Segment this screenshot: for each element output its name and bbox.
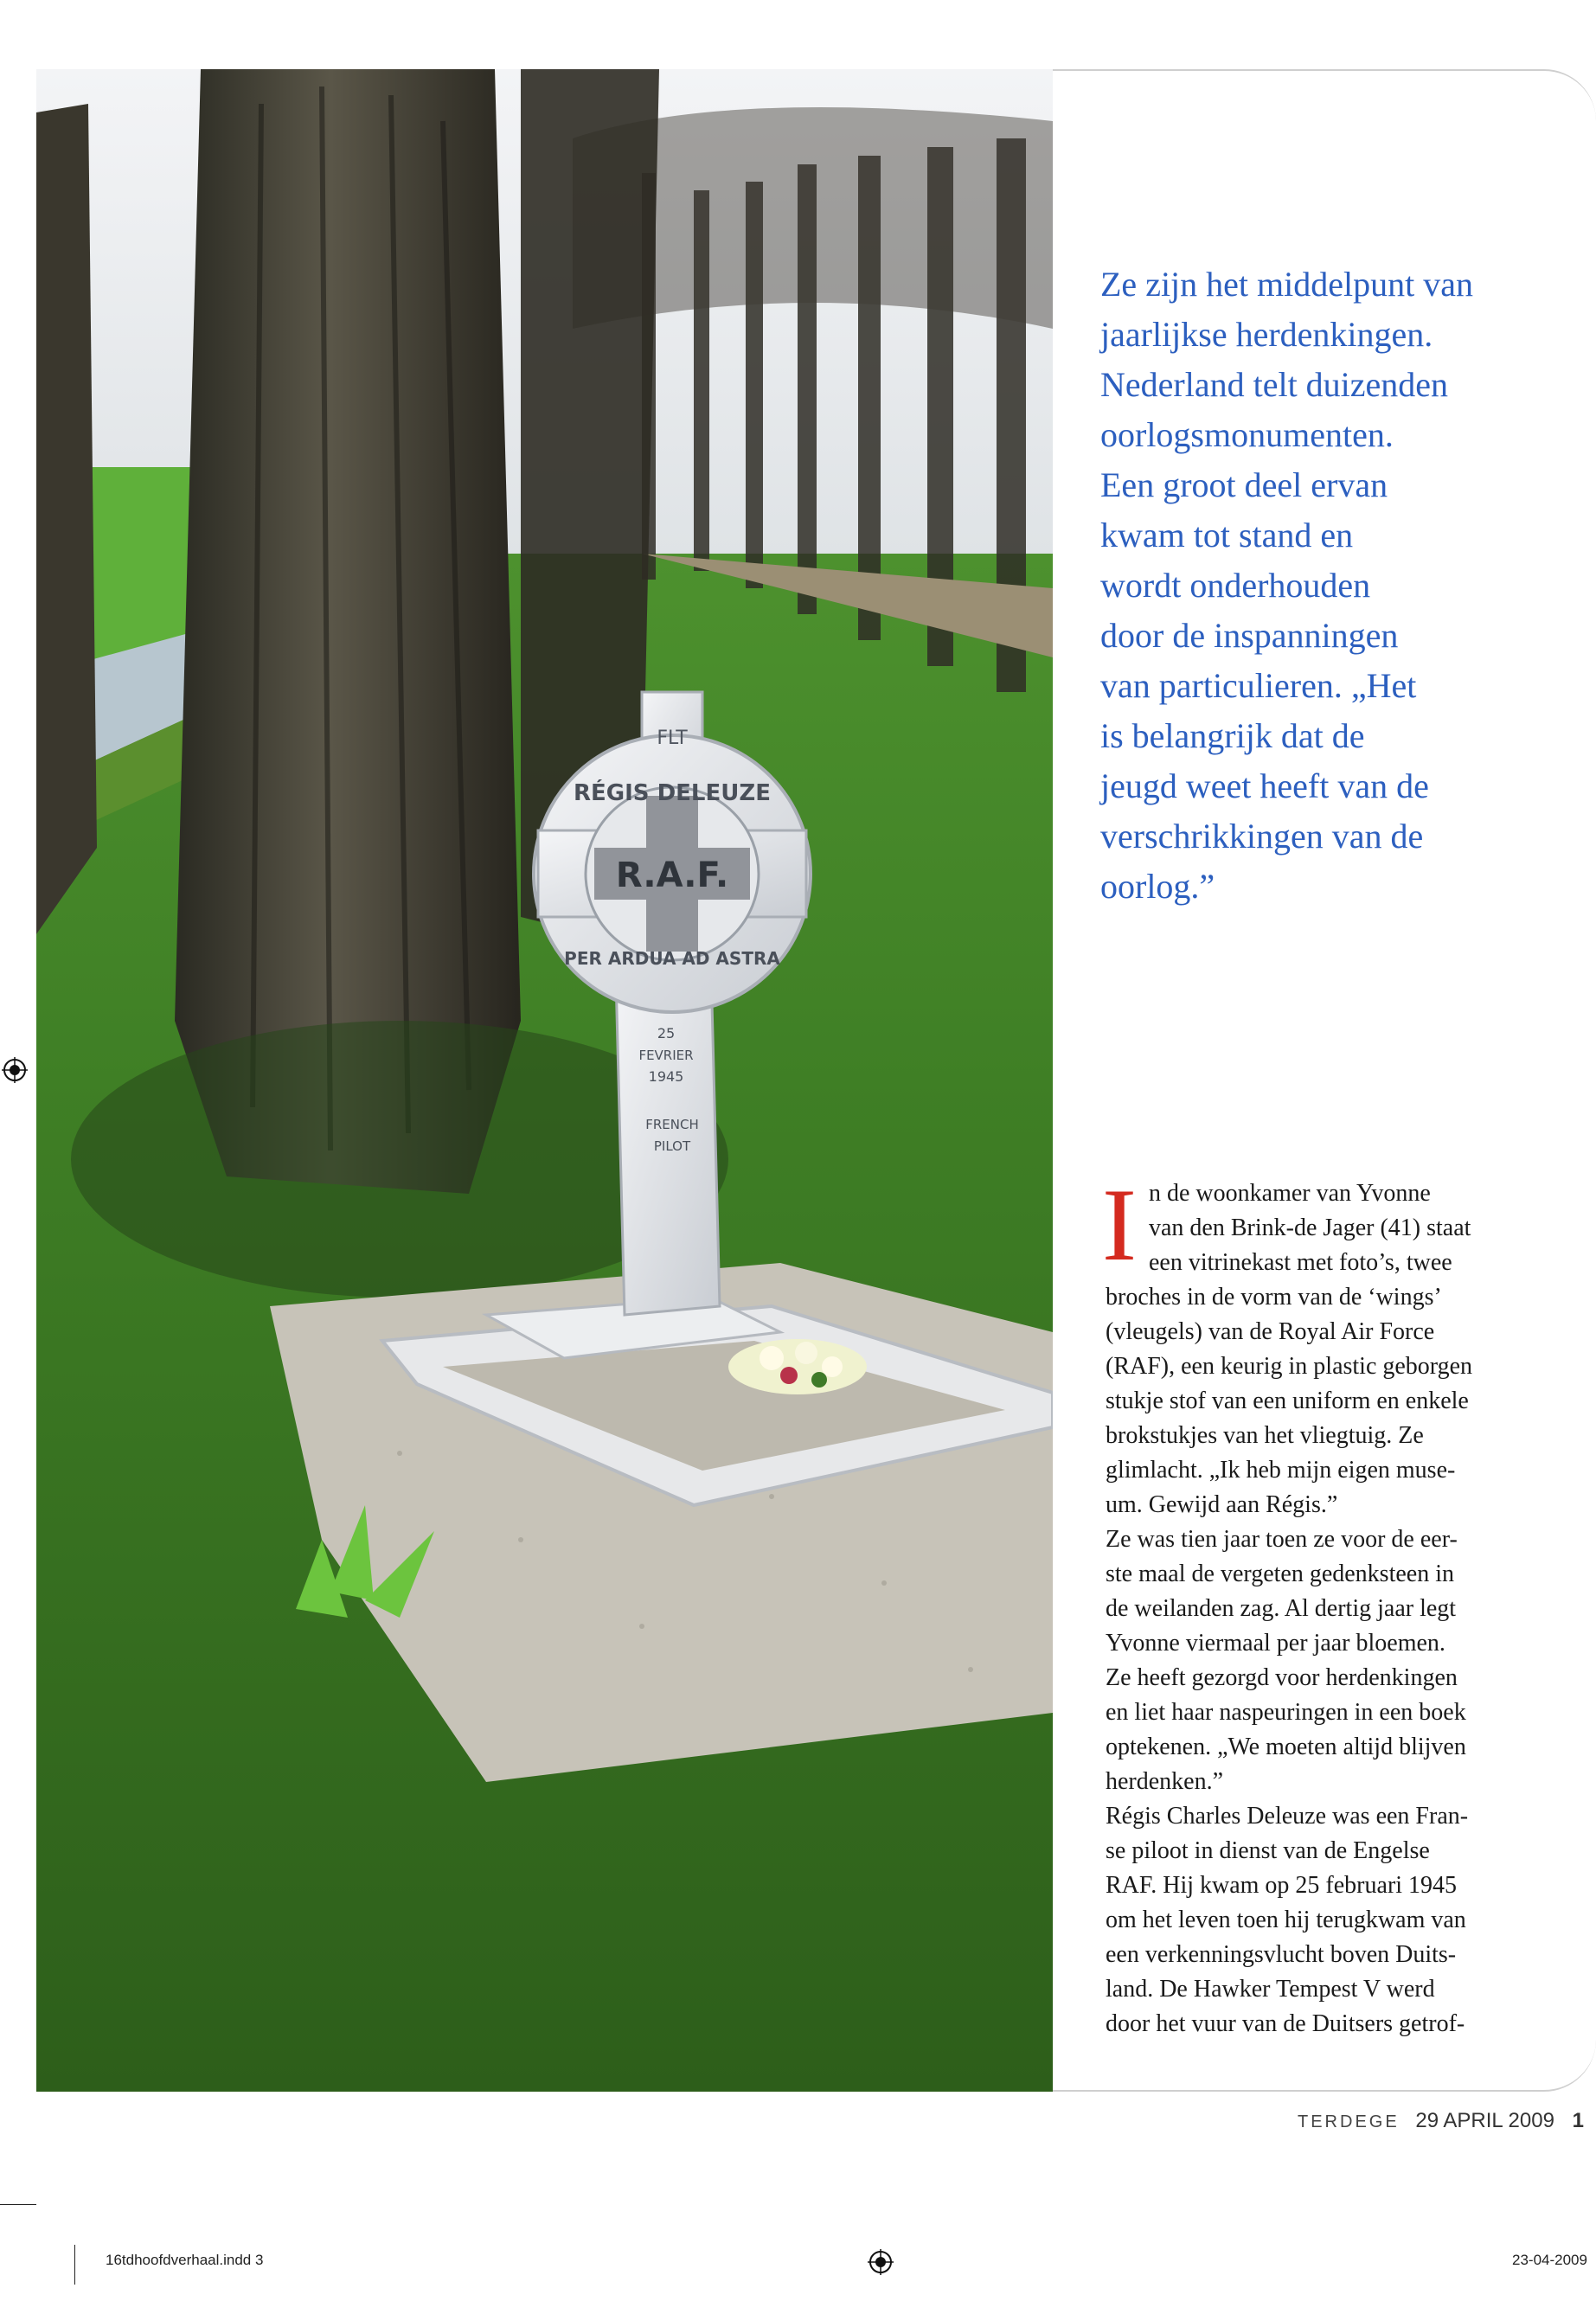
page-number: 1 (1572, 2109, 1584, 2132)
article-line: brokstukjes van het vliegtuig. Ze (1106, 1422, 1424, 1449)
memorial-photo (36, 69, 1053, 2092)
article-line: stukje stof van een uniform en enkele (1106, 1388, 1469, 1414)
article-line: door het vuur van de Duitsers getrof- (1106, 2010, 1465, 2037)
memorial-date-month: FEVRIER (638, 1048, 694, 1063)
pull-quote-line: Ze zijn het middelpunt van (1100, 265, 1473, 304)
magazine-name: TERDEGE (1298, 2112, 1400, 2131)
issue-date: 29 APRIL 2009 (1415, 2109, 1554, 2132)
pull-quote-line: oorlogsmonumenten. (1100, 415, 1394, 454)
article-line: de weilanden zag. Al dertig jaar legt (1106, 1595, 1457, 1622)
slug-date: 23-04-2009 (1512, 2252, 1587, 2268)
memorial-top-text: FLT (657, 727, 688, 749)
slug-filename: 16tdhoofdverhaal.indd 3 (106, 2252, 264, 2268)
article-line: van den Brink-de Jager (41) staat (1149, 1215, 1471, 1241)
pull-quote-line: is belangrijk dat de (1100, 716, 1365, 755)
pull-quote-line: van particulieren. „Het (1100, 666, 1417, 705)
memorial-ring-bottom: PER ARDUA AD ASTRA (564, 948, 780, 969)
article-line: (RAF), een keurig in plastic geborgen (1106, 1353, 1473, 1380)
pull-quote-line: Nederland telt duizenden (1100, 365, 1449, 404)
drop-cap: I (1102, 1167, 1137, 1282)
article-line: een vitrinekast met foto’s, twee (1149, 1249, 1452, 1276)
pull-quote-line: kwam tot stand en (1100, 516, 1354, 554)
article-line: Ze was tien jaar toen ze voor de eer- (1106, 1526, 1458, 1553)
pull-quote-line: door de inspanningen (1100, 616, 1399, 655)
article-line: se piloot in dienst van de Engelse (1106, 1837, 1430, 1864)
article-line: (vleugels) van de Royal Air Force (1106, 1318, 1435, 1345)
article-line: Ze heeft gezorgd voor herdenkingen (1106, 1664, 1458, 1691)
article-line: Régis Charles Deleuze was een Fran- (1106, 1803, 1469, 1830)
article-line: een verkenningsvlucht boven Duits- (1106, 1941, 1457, 1968)
pull-quote-line: jeugd weet heeft van de (1100, 766, 1429, 805)
article-line: broches in de vorm van de ‘wings’ (1106, 1284, 1442, 1311)
article-line: land. De Hawker Tempest V werd (1106, 1976, 1435, 2003)
registration-mark-icon (868, 2249, 894, 2275)
article-line: glimlacht. „Ik heb mijn eigen muse- (1106, 1457, 1456, 1484)
registration-mark-icon (2, 1057, 28, 1083)
article-line: en liet haar naspeuringen in een boek (1106, 1699, 1466, 1726)
article-body (1102, 1167, 1538, 2041)
pull-quote (1100, 260, 1550, 912)
memorial-ring-top: RÉGIS DELEUZE (574, 780, 771, 806)
trim-mark-vertical (74, 2245, 75, 2285)
article-line: Yvonne viermaal per jaar bloemen. (1106, 1630, 1445, 1657)
article-line: optekenen. „We moeten altijd blijven (1106, 1734, 1466, 1760)
article-line: ste maal de vergeten gedenksteen in (1106, 1561, 1454, 1587)
article-line: um. Gewijd aan Régis.” (1106, 1491, 1338, 1518)
memorial-role-1: FRENCH (645, 1117, 699, 1132)
memorial-role-2: PILOT (653, 1138, 691, 1154)
memorial-date-year: 1945 (648, 1068, 684, 1085)
pull-quote-line: oorlog.” (1100, 867, 1215, 906)
pull-quote-line: jaarlijkse herdenkingen. (1100, 315, 1433, 354)
article-line: herdenken.” (1106, 1768, 1224, 1795)
pull-quote-line: verschrikkingen van de (1100, 817, 1424, 856)
pull-quote-line: Een groot deel ervan (1100, 465, 1388, 504)
article-line: RAF. Hij kwam op 25 februari 1945 (1106, 1872, 1458, 1899)
pull-quote-line: wordt onderhouden (1100, 566, 1371, 605)
article-line: n de woonkamer van Yvonne (1149, 1180, 1431, 1207)
article-line: om het leven toen hij terugkwam van (1106, 1907, 1466, 1933)
page-footer (1298, 2109, 1596, 2144)
trim-mark-horizontal (0, 2204, 36, 2205)
memorial-date-day: 25 (657, 1025, 676, 1042)
memorial-center-text: R.A.F. (615, 856, 729, 895)
